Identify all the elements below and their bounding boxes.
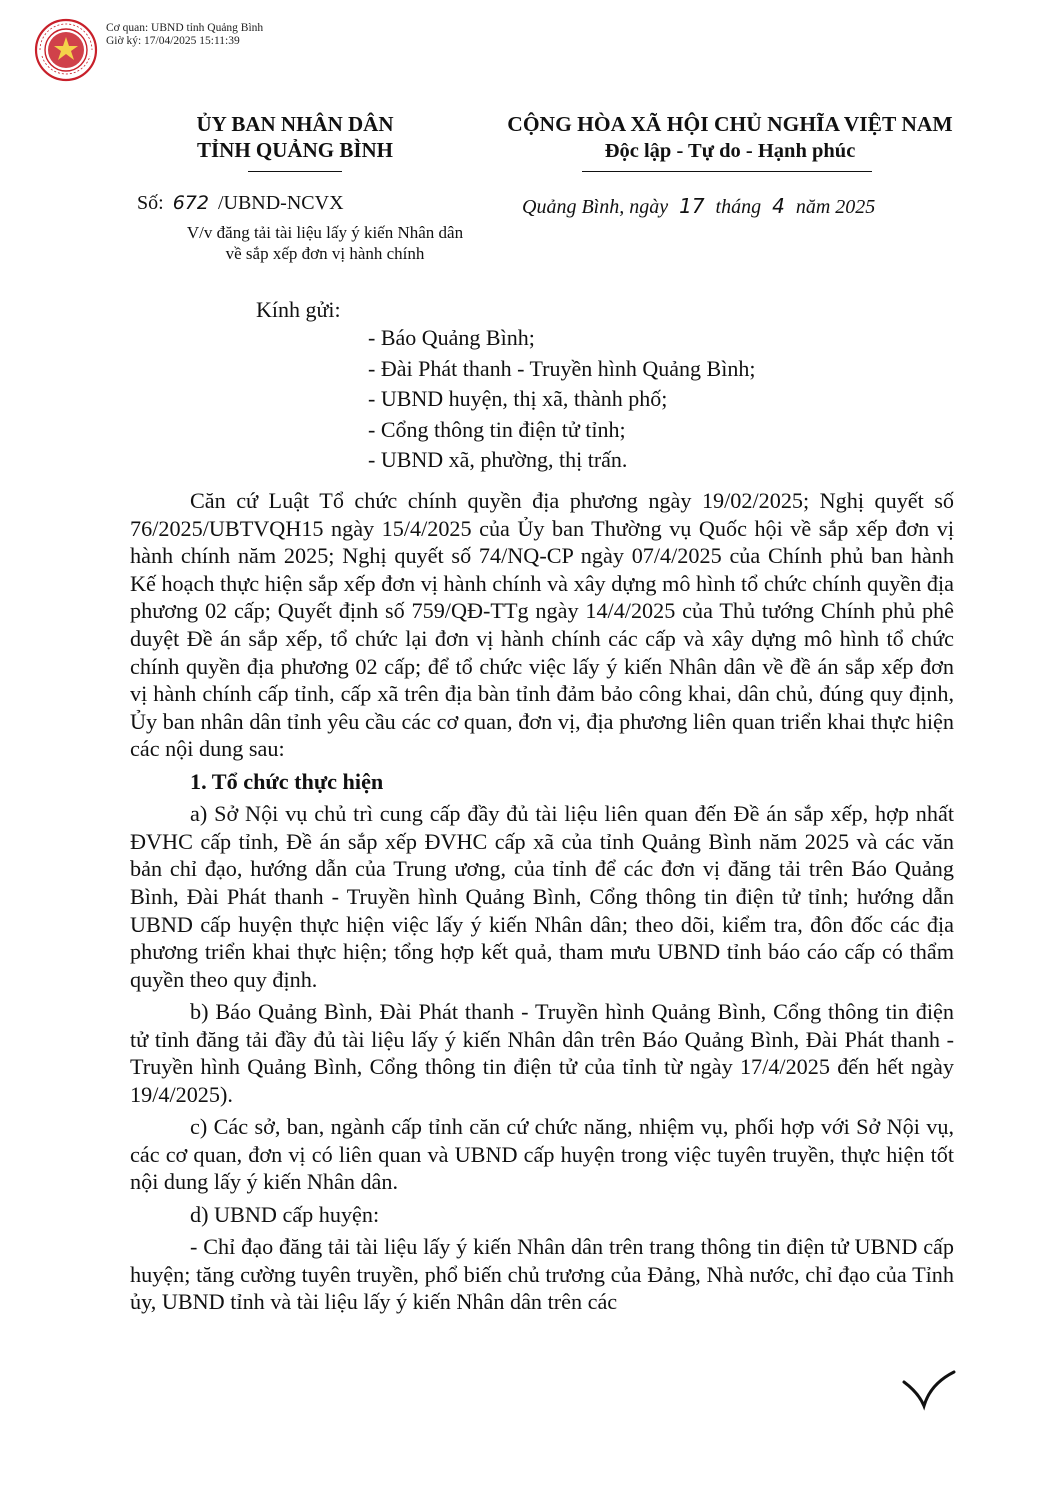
body-item-c: c) Các sở, ban, ngành cấp tỉnh căn cứ chức năng, nhiệm vụ, phối hợp với Sở Nội vụ, các cơ quan, đơn vị có liên quan và UBND cấp huyện trong việc tuyên truyền, thực hiện tốt nội dung lấy ý kiến Nhân dân. — [130, 1114, 954, 1195]
signature-time: Giờ ký: 17/04/2025 15:11:39 — [106, 35, 240, 47]
date-line — [522, 194, 875, 219]
issuer-name: ỦY BAN NHÂN DÂN — [196, 112, 394, 136]
body-preamble: Căn cứ Luật Tổ chức chính quyền địa phương ngày 19/02/2025; Nghị quyết số 76/2025/UBTVQH15 ngày 15/4/2025 của Ủy ban Thường vụ Quốc hội về sắp xếp đơn vị hành chính năm 2025; Nghị quyết số 74/NQ-CP ngày 07/4/2025 của Chính phủ ban hành Kế hoạch thực hiện sắp xếp đơn vị hành chính và xây dựng mô hình tổ chức chính quyền địa phương 02 cấp; Quyết định số 759/QĐ-TTg ngày 14/4/2025 của Thủ tướng Chính phủ phê duyệt Đề án sắp xếp, tổ chức lại đơn vị hành chính các cấp và xây dựng mô hình tổ chức chính quyền địa phương 02 cấp; để tổ chức việc lấy ý kiến Nhân dân về đề án sắp xếp đơn vị hành chính cấp tỉnh, cấp xã trên địa bàn tỉnh đảm bảo công khai, dân chủ, đúng quy định, Ủy ban nhân dân tỉnh yêu cầu các cơ quan, đơn vị, địa phương liên quan triển khai thực hiện các nội dung sau: — [130, 488, 954, 762]
signature-agency: Cơ quan: UBND tỉnh Quảng Bình — [106, 22, 264, 34]
body-item-a: a) Sở Nội vụ chủ trì cung cấp đầy đủ tài liệu liên quan đến Đề án sắp xếp, hợp nhất ĐVHC cấp tỉnh, Đề án sắp xếp ĐVHC cấp xã của tỉnh Quảng Bình năm 2025 và các văn bản chỉ đạo, hướng dẫn của Trung ương, của tỉnh để các đơn vị đăng tải trên Báo Quảng Bình, Đài Phát thanh - Truyền hình Quảng Bình, Cổng thông tin điện tử tỉnh; hướng dẫn UBND cấp huyện thực hiện việc lấy ý kiến Nhân dân; theo dõi, kiểm tra, đôn đốc các địa phương triển khai thực hiện; tổng hợp kết quả, tham mưu UBND tỉnh báo cáo cấp có thẩm quyền theo quy định. — [130, 801, 954, 992]
recipient-item: - Cổng thông tin điện tử tỉnh; — [368, 416, 626, 442]
issuer-province: TỈNH QUẢNG BÌNH — [196, 138, 394, 162]
document-body — [130, 487, 954, 1321]
recipients-label: Kính gửi: — [256, 297, 341, 322]
doc-number-handwritten: 672 — [172, 192, 209, 214]
issuer-underline — [248, 171, 342, 172]
date-month: 4 — [772, 194, 785, 218]
document-number — [137, 192, 344, 215]
motto-underline — [582, 171, 872, 172]
signature-meta — [106, 22, 263, 48]
subject-line-2: về sắp xếp đơn vị hành chính — [225, 244, 425, 263]
national-motto: Độc lập - Tự do - Hạnh phúc — [604, 140, 856, 162]
body-item-d-1: - Chỉ đạo đăng tải tài liệu lấy ý kiến Nhân dân trên trang thông tin điện tử UBND cấp huyện; tăng cường tuyên truyền, phổ biến chủ trương của Đảng, Nhà nước, chỉ đạo của Tỉnh ủy, UBND tỉnh và tài liệu lấy ý kiến Nhân dân trên các — [130, 1234, 954, 1315]
body-item-d: d) UBND cấp huyện: — [190, 1201, 380, 1227]
date-day: 17 — [679, 194, 705, 218]
date-year: năm 2025 — [795, 196, 876, 218]
document-subject — [160, 222, 490, 264]
recipient-item: - UBND xã, phường, thị trấn. — [368, 447, 628, 472]
doc-number-suffix: /UBND-NCVX — [217, 192, 344, 214]
doc-number-prefix: Số: — [137, 192, 164, 214]
national-title: CỘNG HÒA XÃ HỘI CHỦ NGHĨA VIỆT NAM — [507, 112, 953, 136]
section-heading-1: 1. Tổ chức thực hiện — [190, 768, 384, 794]
recipient-item: - UBND huyện, thị xã, thành phố; — [368, 386, 668, 411]
initial-mark-icon — [898, 1362, 958, 1412]
signature-seal-icon — [34, 18, 98, 82]
recipients-list — [368, 323, 755, 476]
body-item-b: b) Báo Quảng Bình, Đài Phát thanh - Truyền hình Quảng Bình, Cổng thông tin điện tử tỉnh đăng tải đầy đủ tài liệu lấy ý kiến Nhân dân trên Báo Quảng Bình, Đài Phát thanh - Truyền hình Quảng Bình, Cổng thông tin điện tử của tỉnh từ ngày 17/4/2025 đến hết ngày 19/4/2025). — [130, 999, 954, 1107]
recipient-item: - Báo Quảng Bình; — [368, 325, 535, 350]
recipient-item: - Đài Phát thanh - Truyền hình Quảng Bình; — [368, 355, 756, 381]
subject-line-1: V/v đăng tải tài liệu lấy ý kiến Nhân dân — [186, 223, 464, 242]
date-prefix: Quảng Bình, ngày — [522, 196, 669, 218]
date-month-word: tháng — [715, 196, 762, 218]
